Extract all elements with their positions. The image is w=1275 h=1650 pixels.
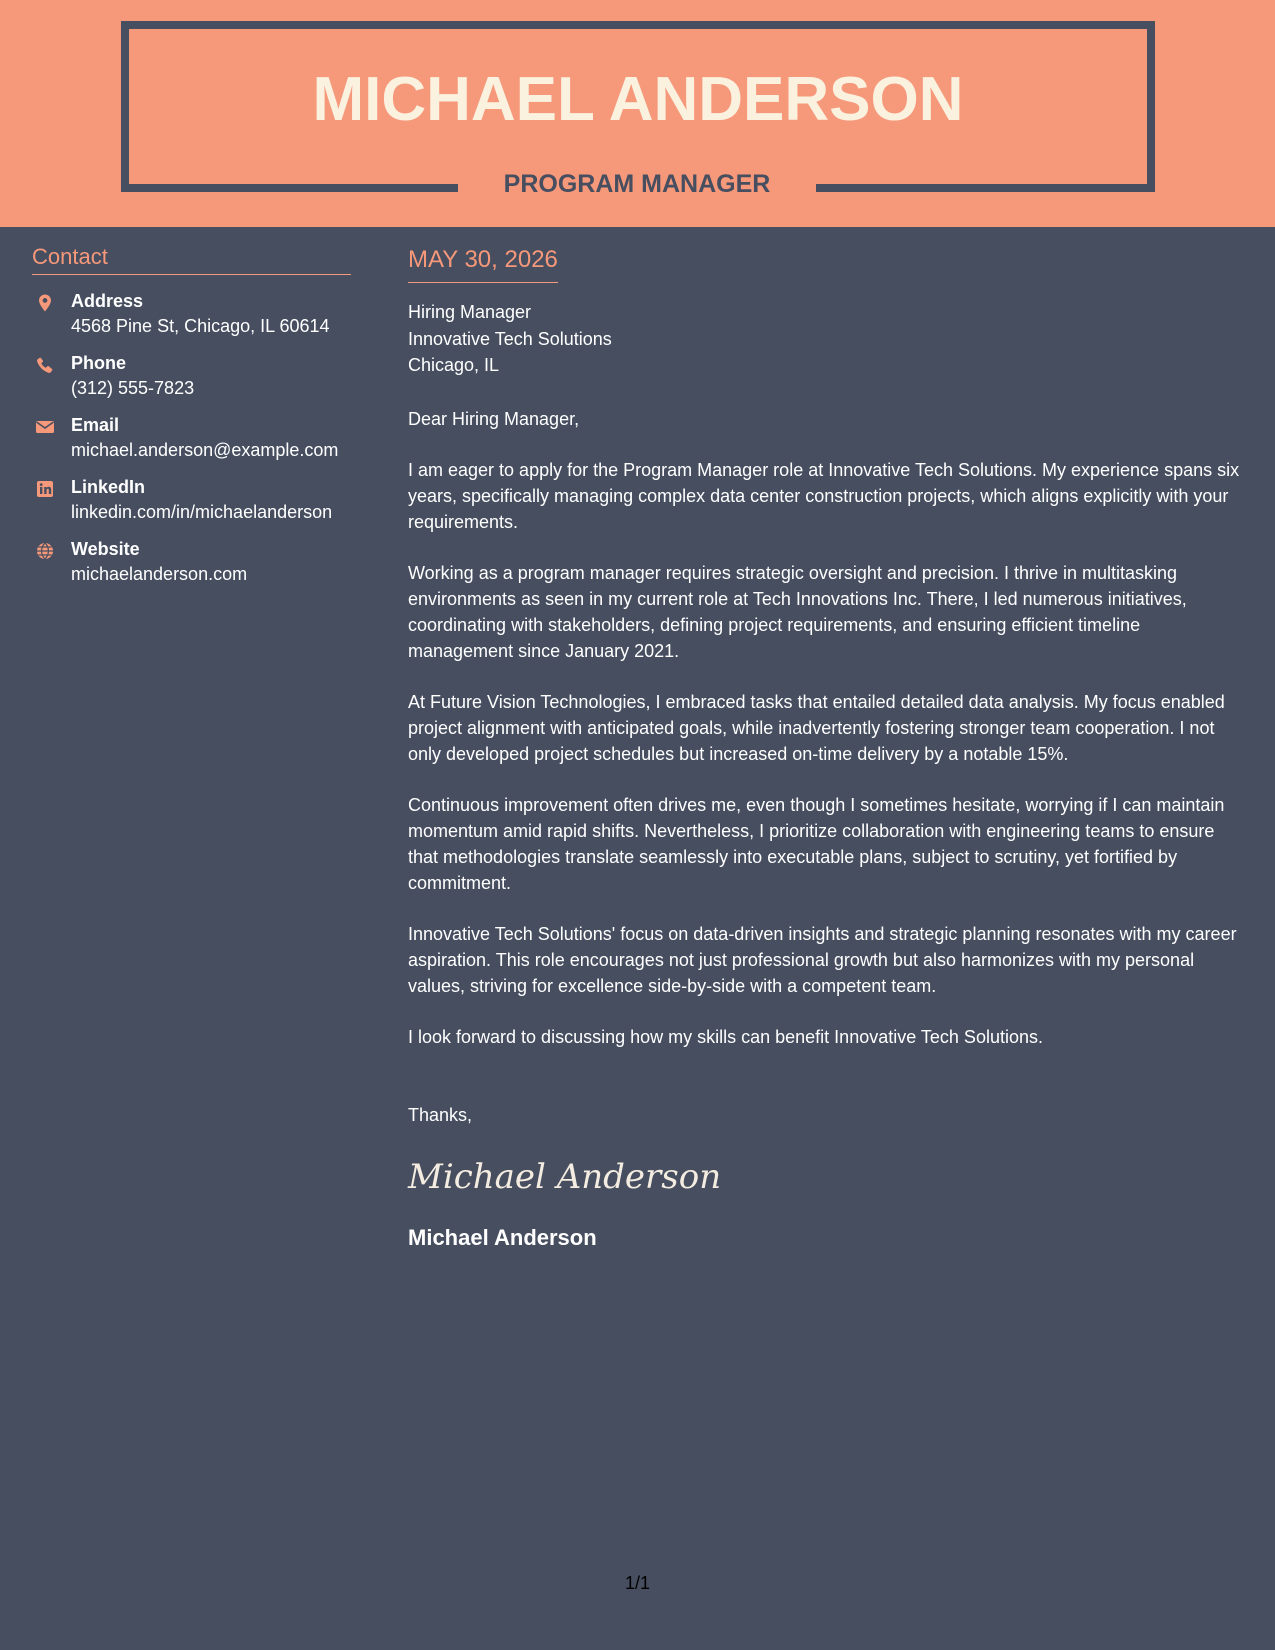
website-value: michaelanderson.com [71, 564, 248, 584]
paragraph: Continuous improvement often drives me, even though I sometimes hesitate, worrying if I can maintain momentum amid rapid shifts. Nevertheless, I prioritize collaboration with engineering teams to ensure that methodologies translate seamlessly into executable plans, subject to scrutiny, yet fortified by commitment. [408, 794, 1225, 893]
paragraph: Innovative Tech Solutions' focus on data-driven insights and strategic planning resonates with my career aspiration. This role encourages not just professional growth but also harmonizes with my personal values, striving for excellence side-by-side with a competent team. [408, 923, 1237, 996]
contact-label: Phone [71, 353, 127, 373]
contact-item-email [32, 413, 351, 463]
contact-section-title: Contact [32, 243, 351, 275]
paragraph: I am eager to apply for the Program Manager role at Innovative Tech Solutions. My experience spans six years, specifically managing complex data center construction projects, which aligns explicitly with your requirements. [408, 459, 1240, 532]
recipient-location: Chicago, IL [408, 355, 500, 375]
salutation: Dear Hiring Manager, [408, 408, 580, 429]
contact-sidebar [32, 243, 351, 599]
contact-item-phone [32, 351, 351, 401]
contact-label: LinkedIn [71, 477, 146, 497]
phone-icon [35, 355, 55, 375]
paragraph: At Future Vision Technologies, I embraced tasks that entailed detailed data analysis. My focus enabled project alignment with anticipated goals, while inadvertently fostering stronger team cooperation. I not only developed project schedules but increased on-time delivery by a notable 15%. [408, 691, 1225, 764]
phone-value: (312) 555-7823 [71, 378, 195, 398]
contact-label: Website [71, 539, 140, 559]
signer-name: Michael Anderson [408, 1224, 597, 1250]
paragraph: Working as a program manager requires strategic oversight and precision. I thrive in multitasking environments as seen in my current role at Tech Innovations Inc. There, I led numerous initiatives, coordinating with stakeholders, defining project requirements, and ensuring efficient timeline management since January 2021. [408, 562, 1187, 661]
letter-body [408, 243, 1248, 1252]
linkedin-value: linkedin.com/in/michaelanderson [71, 502, 333, 522]
handwritten-signature: Michael Anderson [408, 1156, 722, 1197]
closing: Thanks, [408, 1104, 473, 1125]
job-title: PROGRAM MANAGER [503, 170, 771, 198]
paragraph: I look forward to discussing how my skills can benefit Innovative Tech Solutions. [408, 1026, 1043, 1047]
contact-item-website [32, 537, 351, 587]
header-banner [0, 0, 1275, 227]
location-pin-icon [35, 293, 55, 313]
recipient-company: Innovative Tech Solutions [408, 328, 612, 349]
contact-label: Address [71, 291, 144, 311]
contact-label: Email [71, 415, 120, 435]
linkedin-icon [35, 479, 55, 499]
envelope-icon [35, 417, 55, 437]
contact-item-address [32, 289, 351, 339]
contact-item-linkedin [32, 475, 351, 525]
page-number: 1/1 [624, 1573, 651, 1593]
applicant-name: MICHAEL ANDERSON [312, 65, 964, 134]
globe-icon [35, 541, 55, 561]
letter-date: MAY 30, 2026 [408, 243, 558, 283]
recipient-name: Hiring Manager [408, 302, 532, 322]
recipient-block [408, 299, 1248, 379]
contact-list [32, 289, 351, 587]
address-value: 4568 Pine St, Chicago, IL 60614 [71, 316, 330, 336]
email-value: michael.anderson@example.com [71, 440, 339, 460]
